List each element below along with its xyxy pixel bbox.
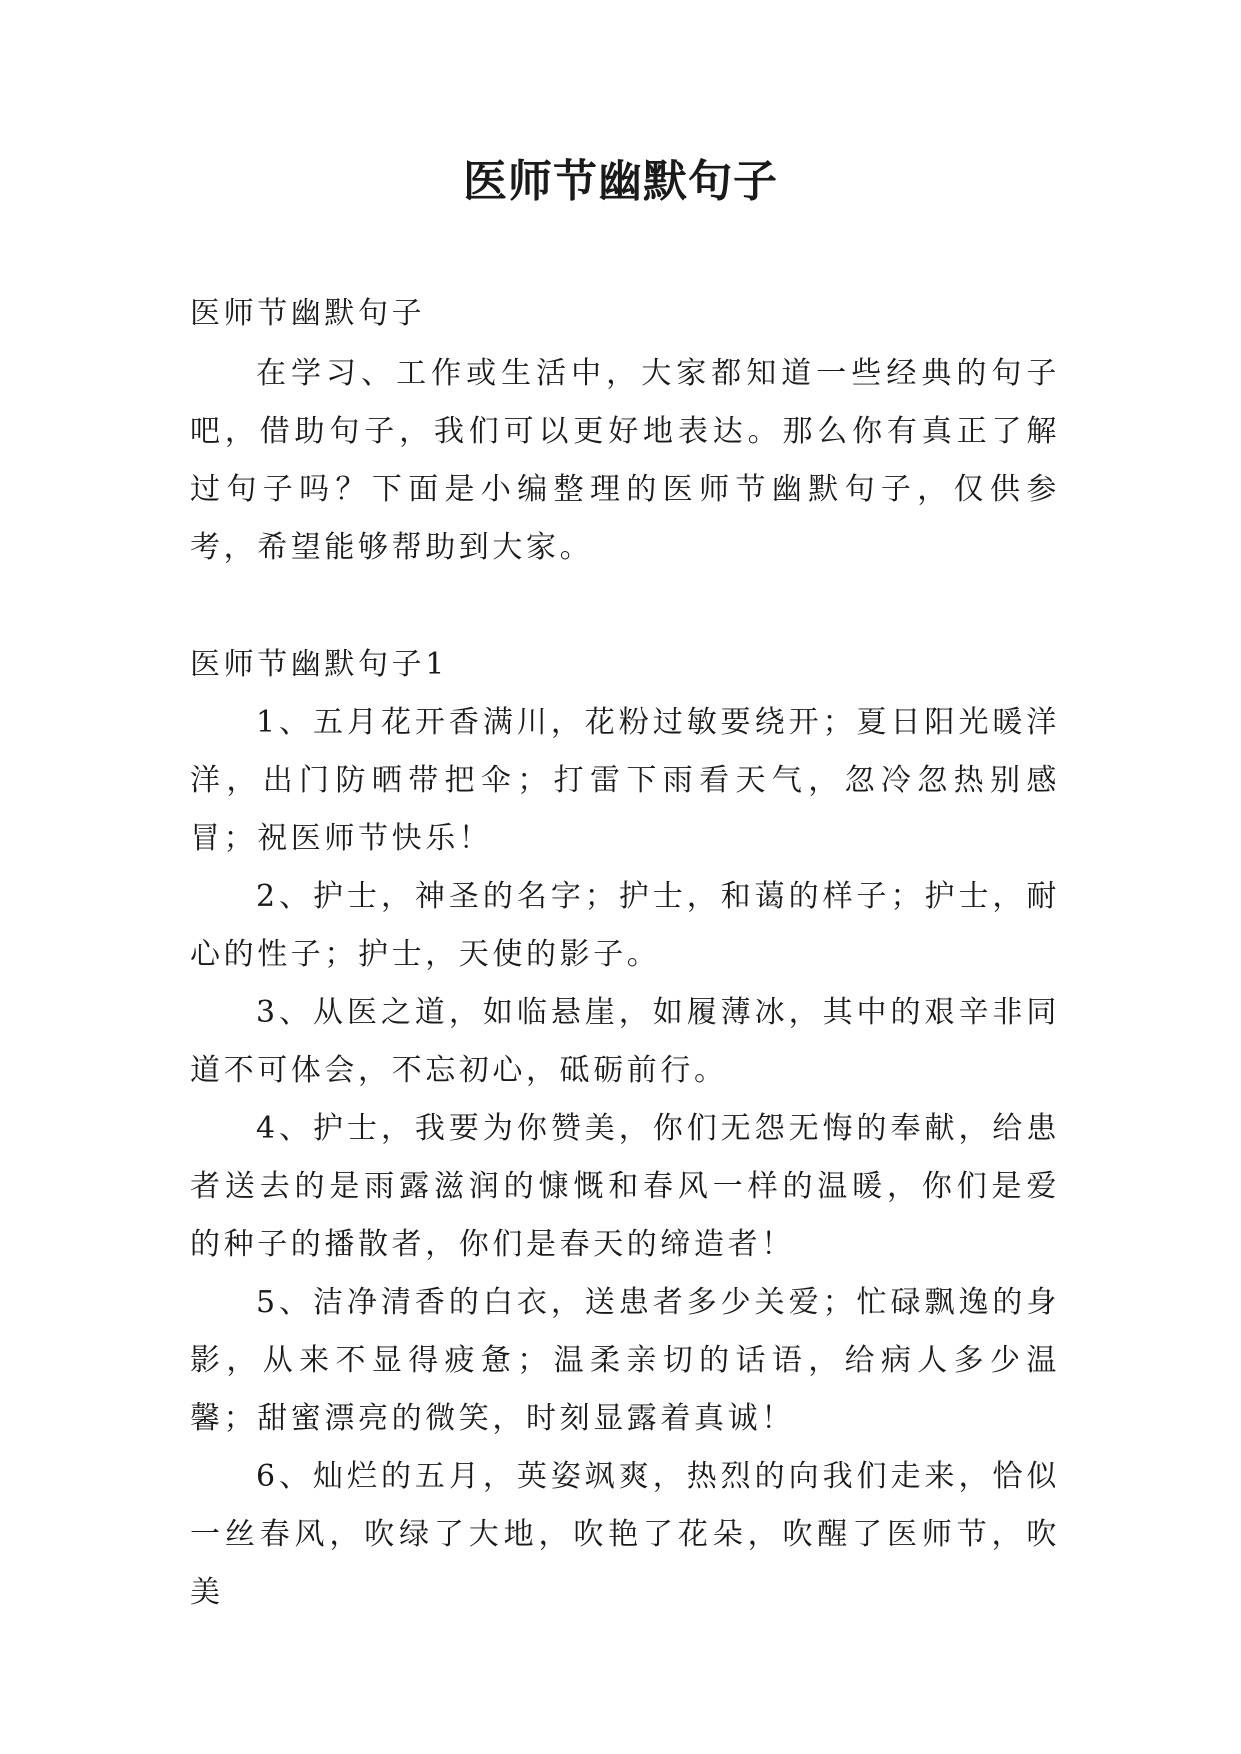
section-heading: 医师节幽默句子1 [190,647,448,682]
list-item: 3、从医之道，如临悬崖，如履薄冰，其中的艰辛非同道不可体会，不忘初心，砥砺前行。 [190,995,1060,1088]
document-title: 医师节幽默句子 [463,156,778,207]
list-item: 6、灿烂的五月，英姿飒爽，热烈的向我们走来，恰似一丝春风，吹绿了大地，吹艳了花朵，吹醒了医师节，吹美 [190,1459,1060,1610]
list-item: 2、护士，神圣的名字；护士，和蔼的样子；护士，耐心的性子；护士，天使的影子。 [190,879,1060,972]
document-subtitle: 医师节幽默句子 [190,296,426,331]
sentence-list [190,694,1060,1622]
list-item: 1、五月花开香满川，花粉过敏要绕开；夏日阳光暖洋洋，出门防晒带把伞；打雷下雨看天气，忽冷忽热别感冒；祝医师节快乐！ [190,705,1060,856]
list-item: 5、洁净清香的白衣，送患者多少关爱；忙碌飘逸的身影，从来不显得疲惫；温柔亲切的话语，给病人多少温馨；甜蜜漂亮的微笑，时刻显露着真诚！ [190,1285,1060,1436]
list-item: 4、护士，我要为你赞美，你们无怨无悔的奉献，给患者送去的是雨露滋润的慷慨和春风一样的温暖，你们是爱的种子的播散者，你们是春天的缔造者！ [190,1111,1060,1262]
intro-paragraph: 在学习、工作或生活中，大家都知道一些经典的句子吧，借助句子，我们可以更好地表达。那么你有真正了解过句子吗？下面是小编整理的医师节幽默句子，仅供参考，希望能够帮助到大家。 [190,356,1060,565]
